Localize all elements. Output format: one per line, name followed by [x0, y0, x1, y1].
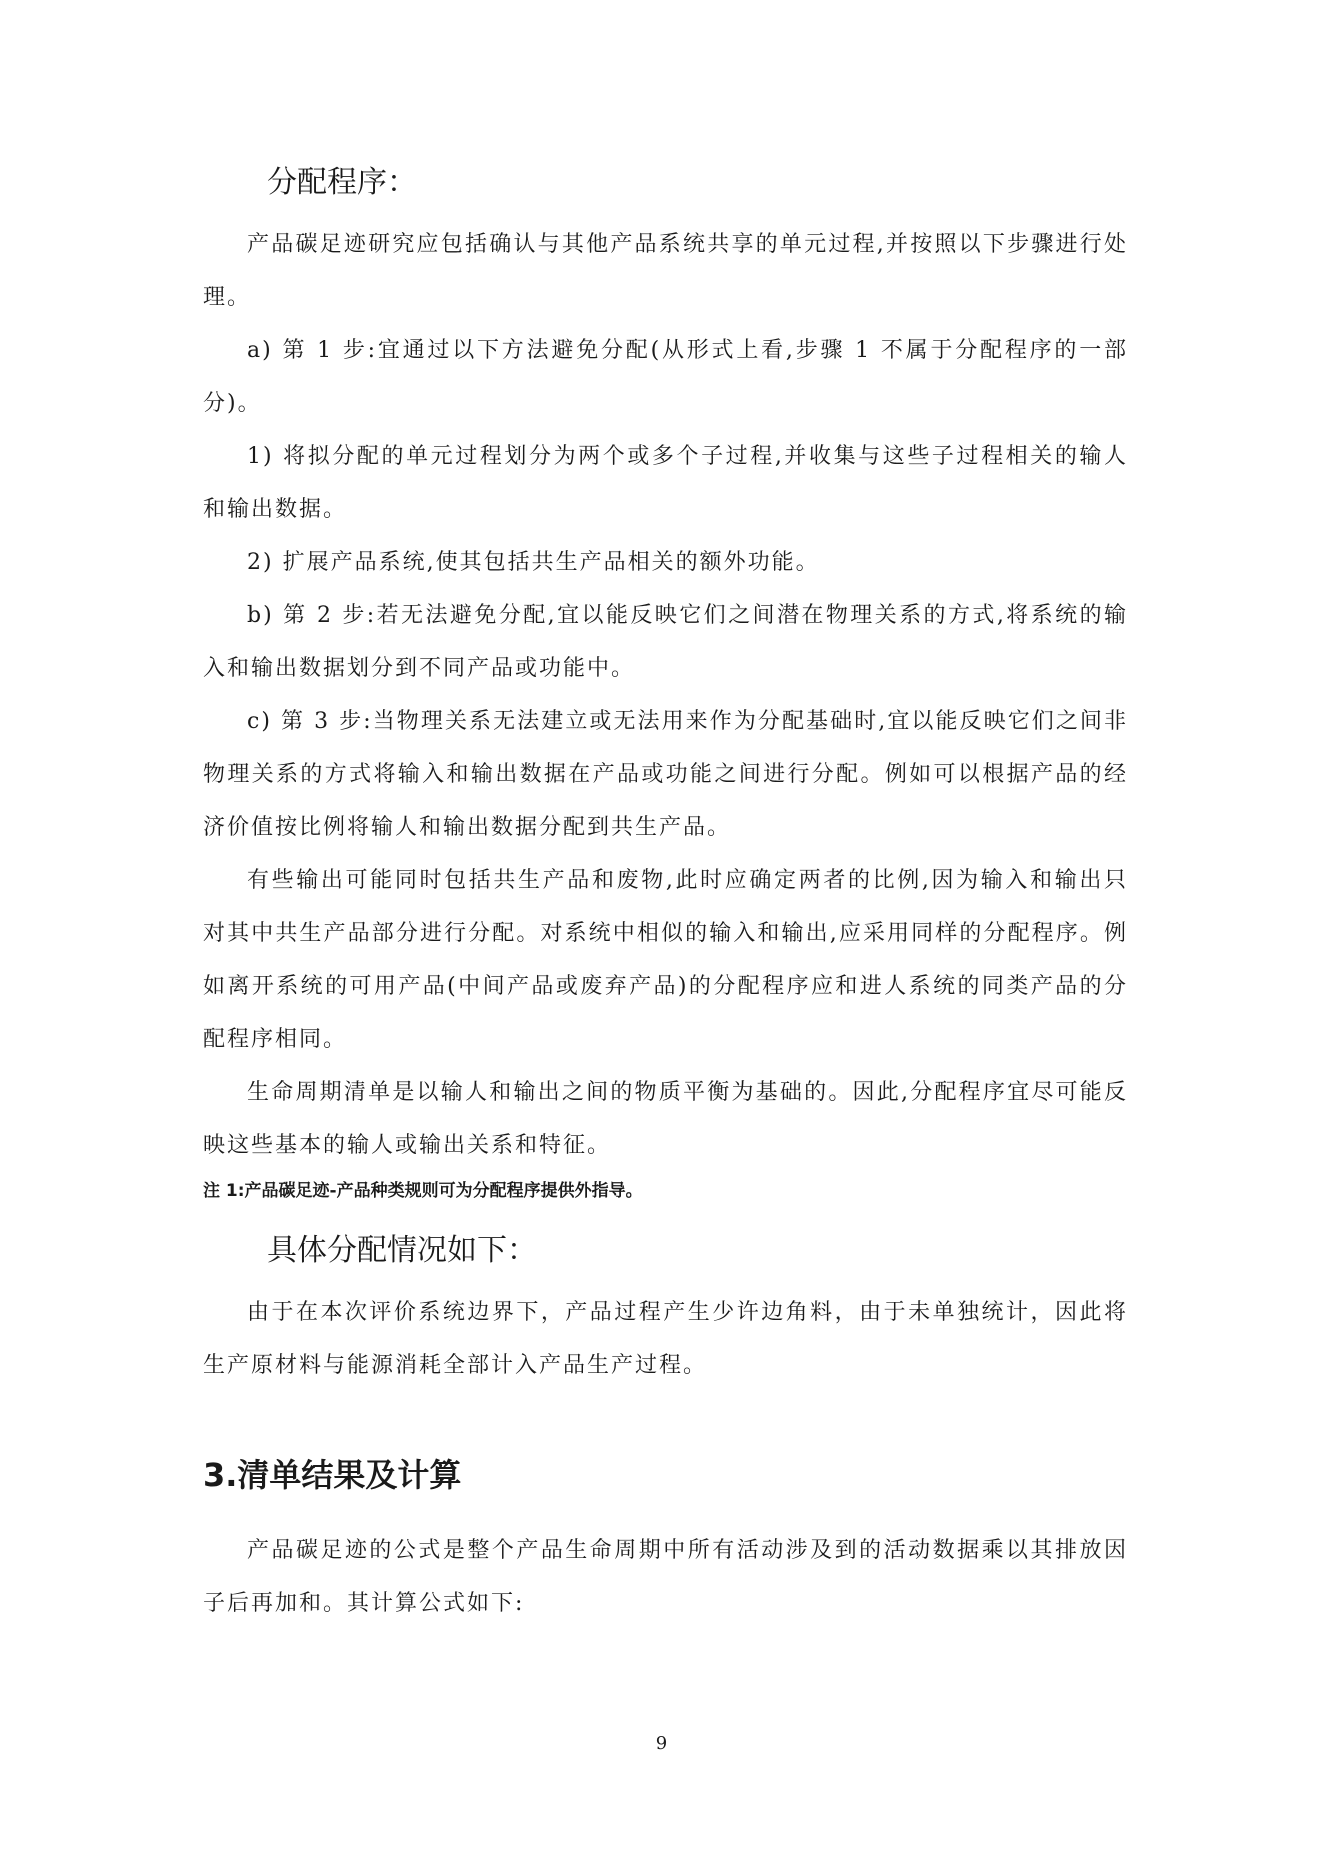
- paragraph-formula-intro: 产品碳足迹的公式是整个产品生命周期中所有活动涉及到的活动数据乘以其排放因子后再加和。其计算公式如下:: [203, 1538, 1128, 1616]
- paragraph-step-1: a) 第 1 步:宜通过以下方法避免分配(从形式上看,步骤 1 不属于分配程序的一部分)。: [203, 338, 1128, 416]
- paragraph-step-3: c) 第 3 步:当物理关系无法建立或无法用来作为分配基础时,宜以能反映它们之间非物理关系的方式将输入和输出数据在产品或功能之间进行分配。例如可以根据产品的经济价值按比例将输人和输出数据分配到共生产品。: [203, 709, 1128, 840]
- paragraph-inventory: 生命周期清单是以输人和输出之间的物质平衡为基础的。因此,分配程序宜尽可能反映这些基本的输人或输出关系和特征。: [203, 1080, 1128, 1158]
- paragraph-step-1-method-1: 1) 将拟分配的单元过程划分为两个或多个子过程,并收集与这些子过程相关的输人和输出数据。: [203, 444, 1128, 522]
- note-1: 注 1:产品碳足迹-产品种类规则可为分配程序提供外指导。: [203, 1181, 643, 1201]
- page-content: [203, 160, 1128, 1630]
- section-heading: 3.清单结果及计算: [203, 1456, 462, 1494]
- paragraph-step-2: b) 第 2 步:若无法避免分配,宜以能反映它们之间潜在物理关系的方式,将系统的输入和输出数据划分到不同产品或功能中。: [203, 603, 1128, 681]
- paragraph-step-1-method-2: 2) 扩展产品系统,使其包括共生产品相关的额外功能。: [247, 550, 820, 575]
- allocation-heading: 分配程序：: [267, 165, 417, 200]
- paragraph-specific-allocation: 由于在本次评价系统边界下，产品过程产生少许边角料，由于未单独统计，因此将生产原材料与能源消耗全部计入产品生产过程。: [203, 1300, 1128, 1378]
- page-number: 9: [655, 1733, 668, 1754]
- paragraph-coproducts: 有些输出可能同时包括共生产品和废物,此时应确定两者的比例,因为输入和输出只对其中共生产品部分进行分配。对系统中相似的输入和输出,应采用同样的分配程序。例如离开系统的可用产品(中间产品或废弃产品)的分配程序应和进人系统的同类产品的分配程序相同。: [203, 868, 1128, 1052]
- paragraph-intro: 产品碳足迹研究应包括确认与其他产品系统共享的单元过程,并按照以下步骤进行处理。: [203, 232, 1128, 310]
- specific-allocation-heading: 具体分配情况如下：: [267, 1233, 537, 1268]
